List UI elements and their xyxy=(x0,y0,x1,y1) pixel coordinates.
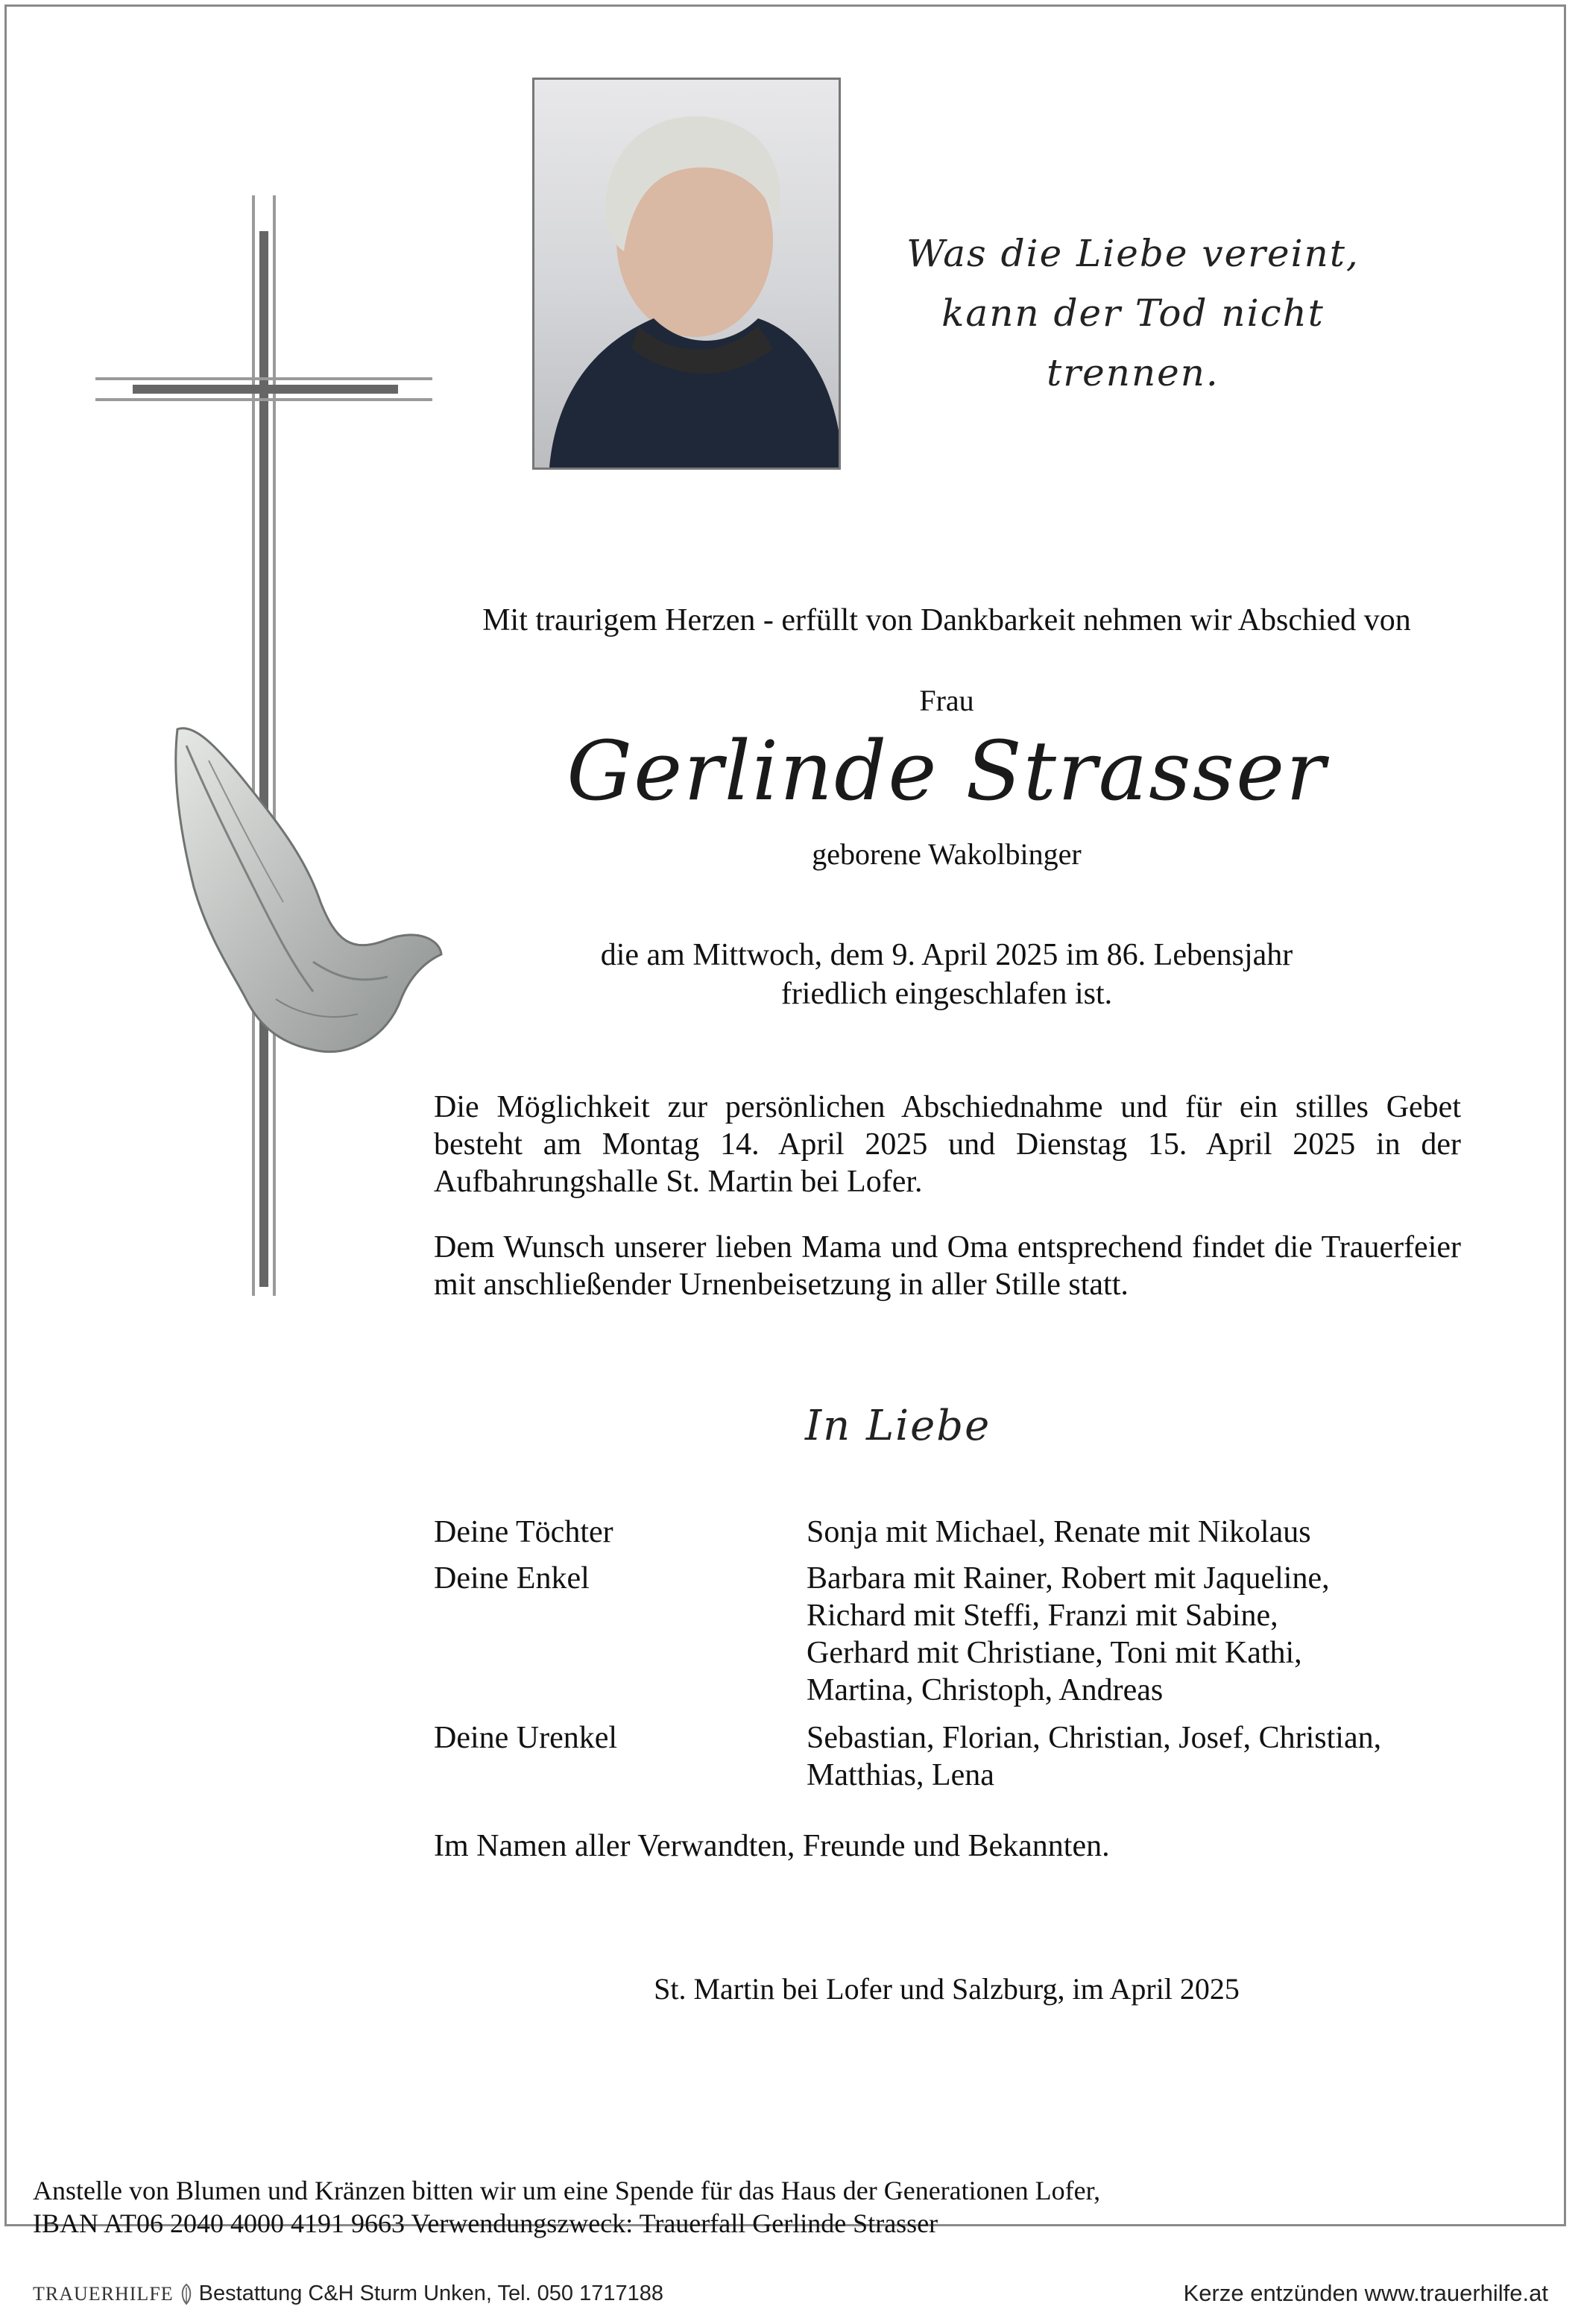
death-notice-line-1: die am Mittwoch, dem 9. April 2025 im 86. Lebensjahr xyxy=(600,938,1293,972)
quote-line-1: Was die Liebe vereint, xyxy=(906,232,1360,275)
brand-logo: TRAUERHILFE xyxy=(33,2282,174,2305)
donation-line-1: Anstelle von Blumen und Kränzen bitten wir um eine Spende für das Haus der Generationen Lofer, xyxy=(33,2176,1101,2205)
portrait-photo xyxy=(532,78,841,470)
intro-text: Mit traurigem Herzen - erfüllt von Dankbarkeit nehmen wir Abschied von xyxy=(482,603,1411,637)
leaf-icon xyxy=(178,2283,195,2305)
quote xyxy=(865,224,1401,403)
family-relation: Deine Enkel xyxy=(434,1561,590,1596)
family-names xyxy=(807,1560,1477,1709)
family-names xyxy=(807,1514,1477,1551)
closing-line: Im Namen aller Verwandten, Freunde und Bekannten. xyxy=(434,1829,1110,1863)
family-relation: Deine Töchter xyxy=(434,1515,613,1549)
in-love-heading: In Liebe xyxy=(805,1402,991,1450)
praying-hands-icon xyxy=(164,716,447,1066)
family-name-line: Gerhard mit Christiane, Toni mit Kathi, xyxy=(807,1636,1302,1670)
place-date: St. Martin bei Lofer und Salzburg, im April 2025 xyxy=(654,1972,1240,2006)
footer-left xyxy=(33,2282,663,2306)
family-name-line: Sebastian, Florian, Christian, Josef, Christian, xyxy=(807,1721,1382,1755)
death-notice xyxy=(417,936,1476,1013)
family-names xyxy=(807,1719,1477,1794)
donation-line-2: IBAN AT06 2040 4000 4191 9663 Verwendungszweck: Trauerfall Gerlinde Strasser xyxy=(33,2208,938,2238)
salutation: Frau xyxy=(919,684,974,717)
deceased-name: Gerlinde Strasser xyxy=(567,723,1327,819)
quote-line-2: kann der Tod nicht trennen. xyxy=(941,292,1325,394)
donation-note xyxy=(33,2174,1100,2240)
family-name-line: Sonja mit Michael, Renate mit Nikolaus xyxy=(807,1515,1311,1549)
family-name-line: Martina, Christoph, Andreas xyxy=(807,1673,1164,1707)
birth-name: geborene Wakolbinger xyxy=(812,837,1082,871)
family-name-line: Matthias, Lena xyxy=(807,1758,994,1792)
funeral-home-info: Bestattung C&H Sturm Unken, Tel. 050 1717188 xyxy=(198,2282,664,2305)
death-notice-line-2: friedlich eingeschlafen ist. xyxy=(780,977,1113,1011)
family-name-line: Barbara mit Rainer, Robert mit Jaqueline, xyxy=(807,1561,1330,1596)
family-name-line: Richard mit Steffi, Franzi mit Sabine, xyxy=(807,1599,1278,1633)
wish-paragraph: Dem Wunsch unserer lieben Mama und Oma entsprechend findet die Trauerfeier mit anschließender Urnenbeisetzung in aller Stille statt. xyxy=(434,1230,1461,1302)
farewell-paragraph: Die Möglichkeit zur persönlichen Abschiednahme und für ein stilles Gebet besteht am Montag 14. April 2025 und Dienstag 15. April 2025 in der Aufbahrungshalle St. Martin bei Lofer. xyxy=(434,1090,1461,1199)
family-relation: Deine Urenkel xyxy=(434,1721,618,1755)
candle-link[interactable]: Kerze entzünden www.trauerhilfe.at xyxy=(1183,2280,1548,2306)
